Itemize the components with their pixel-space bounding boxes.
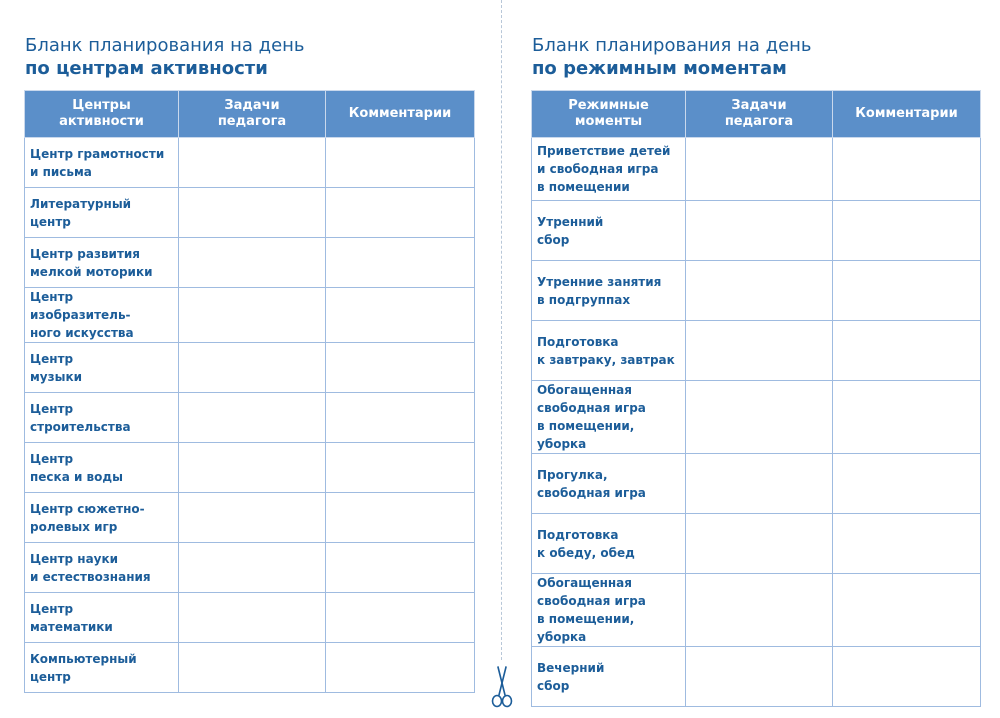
row-label: Центр строительства: [30, 401, 131, 434]
row-label: Приветствие детей и свободная игра в помещении: [537, 144, 671, 194]
comments-cell[interactable]: [326, 493, 475, 543]
row-label-cell: [25, 343, 179, 393]
fold-line: [501, 0, 502, 660]
tasks-cell[interactable]: [686, 138, 833, 201]
table-row: [25, 138, 475, 188]
comments-cell[interactable]: [833, 514, 981, 574]
tasks-cell[interactable]: [179, 643, 326, 693]
comments-cell[interactable]: [833, 201, 981, 261]
tasks-cell[interactable]: [686, 381, 833, 454]
tasks-cell[interactable]: [179, 138, 326, 188]
header-comments: Комментарии: [833, 91, 981, 138]
comments-cell[interactable]: [326, 238, 475, 288]
row-label-cell: [25, 238, 179, 288]
header-activity-centers: Центры активности: [25, 91, 179, 138]
table-row: [25, 238, 475, 288]
header-teacher-tasks: Задачи педагога: [686, 91, 833, 138]
comments-cell[interactable]: [326, 343, 475, 393]
comments-cell[interactable]: [833, 647, 981, 707]
row-label-cell: [25, 288, 179, 343]
tasks-cell[interactable]: [179, 188, 326, 238]
tasks-cell[interactable]: [686, 261, 833, 321]
comments-cell[interactable]: [833, 381, 981, 454]
tasks-cell[interactable]: [179, 288, 326, 343]
table-row: [532, 138, 981, 201]
comments-cell[interactable]: [833, 574, 981, 647]
comments-cell[interactable]: [326, 543, 475, 593]
table-row: [532, 454, 981, 514]
row-label-cell: [532, 454, 686, 514]
table-row: [532, 647, 981, 707]
tasks-cell[interactable]: [179, 343, 326, 393]
row-label: Подготовка к обеду, обед: [537, 527, 635, 560]
row-label-cell: [25, 443, 179, 493]
table-row: [25, 188, 475, 238]
row-label-cell: [25, 493, 179, 543]
tasks-cell[interactable]: [179, 393, 326, 443]
tasks-cell[interactable]: [686, 574, 833, 647]
right-form-title: [532, 34, 812, 80]
comments-cell[interactable]: [326, 393, 475, 443]
comments-cell[interactable]: [326, 288, 475, 343]
row-label-cell: [532, 381, 686, 454]
comments-cell[interactable]: [326, 443, 475, 493]
table-header-row: [532, 91, 981, 138]
row-label: Центр математики: [30, 601, 113, 634]
right-form-title-line1: Бланк планирования на день: [532, 35, 812, 56]
table-row: [25, 643, 475, 693]
tasks-cell[interactable]: [686, 514, 833, 574]
row-label: Утренние занятия в подгруппах: [537, 274, 662, 307]
scissors-icon: [489, 665, 515, 709]
table-row: [532, 381, 981, 454]
row-label-cell: [532, 647, 686, 707]
comments-cell[interactable]: [833, 138, 981, 201]
table-row: [25, 593, 475, 643]
row-label-cell: [25, 643, 179, 693]
tasks-cell[interactable]: [686, 454, 833, 514]
row-label: Обогащенная свободная игра в помещении, уборка: [537, 383, 646, 451]
row-label-cell: [532, 201, 686, 261]
row-label: Центр песка и воды: [30, 451, 123, 484]
tasks-cell[interactable]: [686, 647, 833, 707]
table-row: [25, 493, 475, 543]
left-form-title-line2: по центрам активности: [25, 58, 268, 79]
activity-centers-table: [24, 90, 475, 693]
row-label-cell: [25, 188, 179, 238]
comments-cell[interactable]: [833, 321, 981, 381]
comments-cell[interactable]: [326, 593, 475, 643]
row-label-cell: [532, 574, 686, 647]
table-row: [532, 574, 981, 647]
comments-cell[interactable]: [326, 188, 475, 238]
row-label: Прогулка, свободная игра: [537, 467, 646, 500]
tasks-cell[interactable]: [179, 238, 326, 288]
row-label: Центр музыки: [30, 351, 83, 384]
routine-moments-table: [531, 90, 981, 707]
tasks-cell[interactable]: [179, 493, 326, 543]
row-label: Подготовка к завтраку, завтрак: [537, 334, 675, 367]
row-label: Центр науки и естествознания: [30, 551, 151, 584]
row-label: Центр изобразитель- ного искусства: [30, 290, 134, 340]
comments-cell[interactable]: [326, 138, 475, 188]
row-label: Литературный центр: [30, 196, 132, 229]
tasks-cell[interactable]: [179, 443, 326, 493]
row-label: Вечерний сбор: [537, 660, 605, 693]
table-row: [25, 288, 475, 343]
table-row: [25, 543, 475, 593]
table-row: [25, 443, 475, 493]
row-label-cell: [532, 514, 686, 574]
tasks-cell[interactable]: [686, 201, 833, 261]
row-label: Центр сюжетно- ролевых игр: [30, 501, 145, 534]
row-label: Центр развития мелкой моторики: [30, 246, 153, 279]
table-row: [25, 343, 475, 393]
header-teacher-tasks: Задачи педагога: [179, 91, 326, 138]
table-row: [532, 321, 981, 381]
comments-cell[interactable]: [326, 643, 475, 693]
row-label-cell: [532, 138, 686, 201]
comments-cell[interactable]: [833, 261, 981, 321]
comments-cell[interactable]: [833, 454, 981, 514]
tasks-cell[interactable]: [179, 593, 326, 643]
tasks-cell[interactable]: [179, 543, 326, 593]
table-row: [25, 393, 475, 443]
row-label-cell: [532, 321, 686, 381]
header-routine-moments: Режимные моменты: [532, 91, 686, 138]
row-label: Утренний сбор: [537, 214, 604, 247]
row-label-cell: [25, 138, 179, 188]
row-label: Центр грамотности и письма: [30, 146, 165, 179]
row-label-cell: [25, 543, 179, 593]
row-label-cell: [25, 393, 179, 443]
right-form-title-line2: по режимным моментам: [532, 58, 787, 79]
table-row: [532, 201, 981, 261]
left-form-title-line1: Бланк планирования на день: [25, 35, 305, 56]
row-label-cell: [532, 261, 686, 321]
left-form-title: [25, 34, 305, 80]
table-row: [532, 261, 981, 321]
tasks-cell[interactable]: [686, 321, 833, 381]
row-label: Обогащенная свободная игра в помещении, уборка: [537, 576, 646, 644]
row-label-cell: [25, 593, 179, 643]
table-header-row: [25, 91, 475, 138]
header-comments: Комментарии: [326, 91, 475, 138]
table-row: [532, 514, 981, 574]
row-label: Компьютерный центр: [30, 651, 137, 684]
